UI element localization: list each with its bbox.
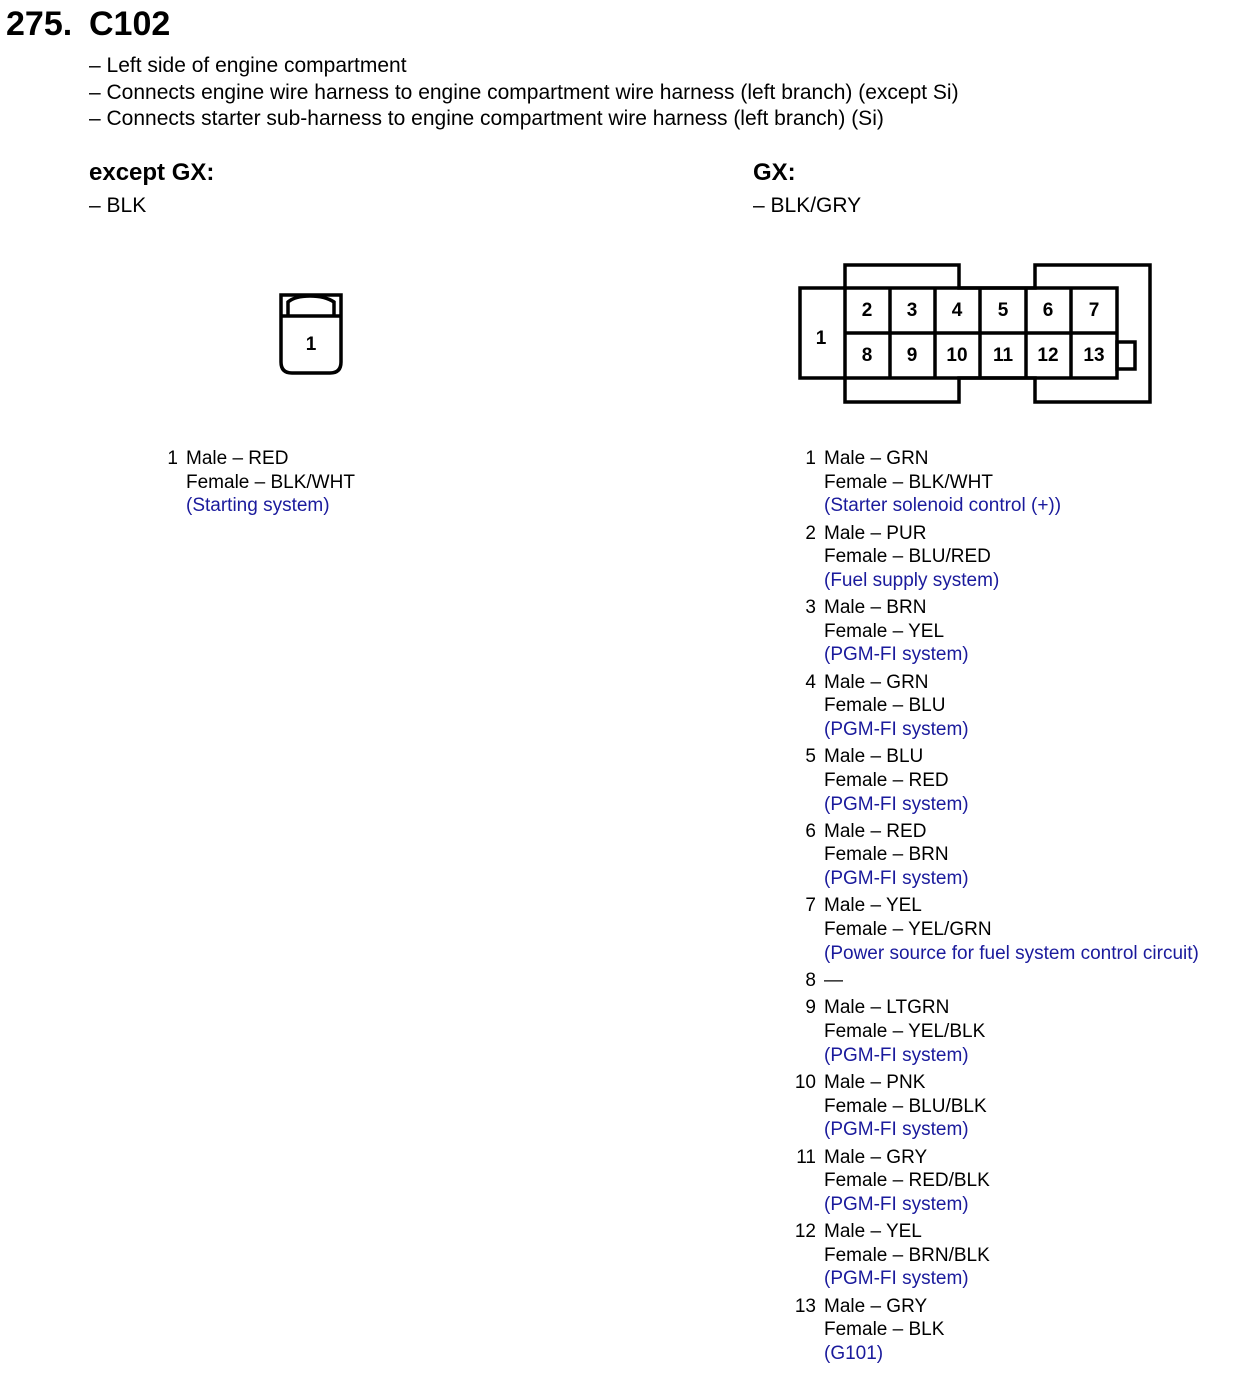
connector-key-tab	[1117, 342, 1135, 369]
pin-circuit: (PGM-FI system)	[824, 718, 969, 740]
pin-label-1: 1	[815, 328, 827, 349]
pin-entry	[786, 522, 1199, 593]
pin-female-wire: Female – BLU/BLK	[824, 1095, 987, 1117]
pin-label: 1	[305, 334, 317, 355]
pin-number: 1	[805, 448, 816, 469]
pin-label-9: 9	[906, 345, 918, 366]
pin-number: 7	[805, 895, 816, 917]
pin-circuit: (Fuel supply system)	[824, 569, 1000, 591]
single-pin-connector-diagram	[270, 285, 350, 385]
pin-circuit: (PGM-FI system)	[824, 1119, 969, 1141]
pin-male-wire: Male – YEL	[824, 1221, 922, 1243]
pin-circuit: (PGM-FI system)	[824, 1044, 969, 1066]
pin-circuit: (PGM-FI system)	[824, 793, 969, 815]
pin-male-wire: Male – GRN	[824, 671, 929, 693]
pin-female-wire: Female – BLU	[824, 695, 946, 717]
pin-male-wire: Male – GRY	[824, 1146, 928, 1168]
pin-circuit: (PGM-FI system)	[824, 1193, 969, 1215]
pin-number: 8	[805, 970, 816, 992]
pin-entry	[786, 1295, 1199, 1366]
pin-female-wire: Female – BLK	[824, 1319, 945, 1341]
pin-label-13: 13	[1083, 345, 1105, 366]
right-connector-color: – BLK/GRY	[753, 194, 862, 217]
pin-label-6: 6	[1042, 300, 1054, 321]
pin-male-wire: Male – PNK	[824, 1072, 926, 1094]
pin-label-8: 8	[861, 345, 873, 366]
pin-male-wire: Male – BLU	[824, 746, 924, 768]
pin-circuit: (Starting system)	[186, 495, 330, 517]
pin-female-wire: Female – BLU/RED	[824, 546, 991, 568]
connector-latch	[281, 296, 341, 316]
pin-entry	[786, 820, 1199, 891]
pin-circuit: (G101)	[824, 1342, 884, 1364]
page-number: 275.	[6, 5, 73, 43]
pin-number: 1	[167, 448, 178, 469]
pin-label-3: 3	[906, 300, 918, 321]
right-section-heading: GX:	[753, 159, 796, 186]
pin-circuit: (Power source for fuel system control circuit)	[824, 942, 1199, 964]
pin-female-wire: Female – BLK/WHT	[824, 471, 993, 493]
pin-number: 12	[794, 1221, 816, 1243]
pin-female-wire: Female – YEL/BLK	[824, 1021, 986, 1043]
pin-entry	[786, 447, 1199, 518]
pin-male-wire: Male – LTGRN	[824, 997, 950, 1019]
pin-label-7: 7	[1088, 300, 1100, 321]
pin-circuit: (PGM-FI system)	[824, 644, 969, 666]
pin-number: 9	[805, 997, 816, 1019]
pin-number: 2	[805, 522, 816, 544]
page-title	[6, 2, 170, 46]
pin-number: 13	[794, 1295, 816, 1317]
pin-number: 6	[805, 820, 816, 842]
pin-entry	[786, 745, 1199, 816]
pin-entry	[786, 1146, 1199, 1217]
pin-female-wire: Female – RED	[824, 769, 949, 791]
pin-number: 5	[805, 746, 816, 768]
pin-label-4: 4	[951, 300, 963, 321]
pin-label-11: 11	[992, 345, 1014, 366]
left-connector-color: – BLK	[89, 194, 147, 217]
pin-male-wire: Male – YEL	[824, 895, 922, 917]
pin-female-wire: Female – BLK/WHT	[186, 471, 355, 493]
pin-number: 4	[805, 671, 816, 693]
description-line: – Left side of engine compartment	[89, 54, 407, 77]
pin-entry	[786, 596, 1199, 667]
pin-female-wire: Female – BRN	[824, 844, 949, 866]
pin-number: 11	[796, 1146, 816, 1168]
pin-female-wire: Female – RED/BLK	[824, 1170, 990, 1192]
connector-description	[89, 53, 959, 133]
pin-entry	[786, 894, 1199, 965]
pin-male-wire: Male – GRN	[824, 448, 929, 469]
pin-male-wire: Male – BRN	[824, 597, 927, 619]
pin-unused: —	[824, 970, 843, 992]
pin-entry	[786, 969, 1199, 993]
pin-number: 10	[794, 1072, 816, 1094]
pin-label-10: 10	[946, 345, 968, 366]
pin-circuit: (Starter solenoid control (+))	[824, 495, 1062, 517]
pin-circuit: (PGM-FI system)	[824, 868, 969, 890]
pin-male-wire: Male – RED	[186, 448, 289, 469]
pin-label-12: 12	[1037, 345, 1059, 366]
description-line: – Connects starter sub-harness to engine compartment wire harness (left branch) (Si)	[89, 107, 884, 130]
description-line: – Connects engine wire harness to engine compartment wire harness (left branch) (except Si)	[89, 80, 959, 104]
pin-male-wire: Male – GRY	[824, 1295, 928, 1317]
left-pin-list	[148, 447, 355, 518]
pin-female-wire: Female – YEL/GRN	[824, 919, 992, 941]
pin-female-wire: Female – YEL	[824, 620, 945, 642]
thirteen-pin-connector-diagram	[790, 258, 1160, 408]
pin-female-wire: Female – BRN/BLK	[824, 1244, 990, 1266]
pin-entry	[786, 996, 1199, 1067]
pin-male-wire: Male – PUR	[824, 522, 927, 544]
pin-circuit: (PGM-FI system)	[824, 1268, 969, 1290]
pin-number: 3	[805, 597, 816, 619]
pin-entry	[786, 1220, 1199, 1291]
right-pin-list	[786, 447, 1199, 1366]
connector-id: C102	[89, 5, 171, 43]
pin-label-2: 2	[861, 300, 873, 321]
pin-entry	[786, 671, 1199, 742]
pin-male-wire: Male – RED	[824, 820, 927, 842]
pin-entry	[148, 447, 355, 518]
left-section-heading: except GX:	[89, 159, 215, 186]
pin-entry	[786, 1071, 1199, 1142]
pin-label-5: 5	[997, 300, 1009, 321]
